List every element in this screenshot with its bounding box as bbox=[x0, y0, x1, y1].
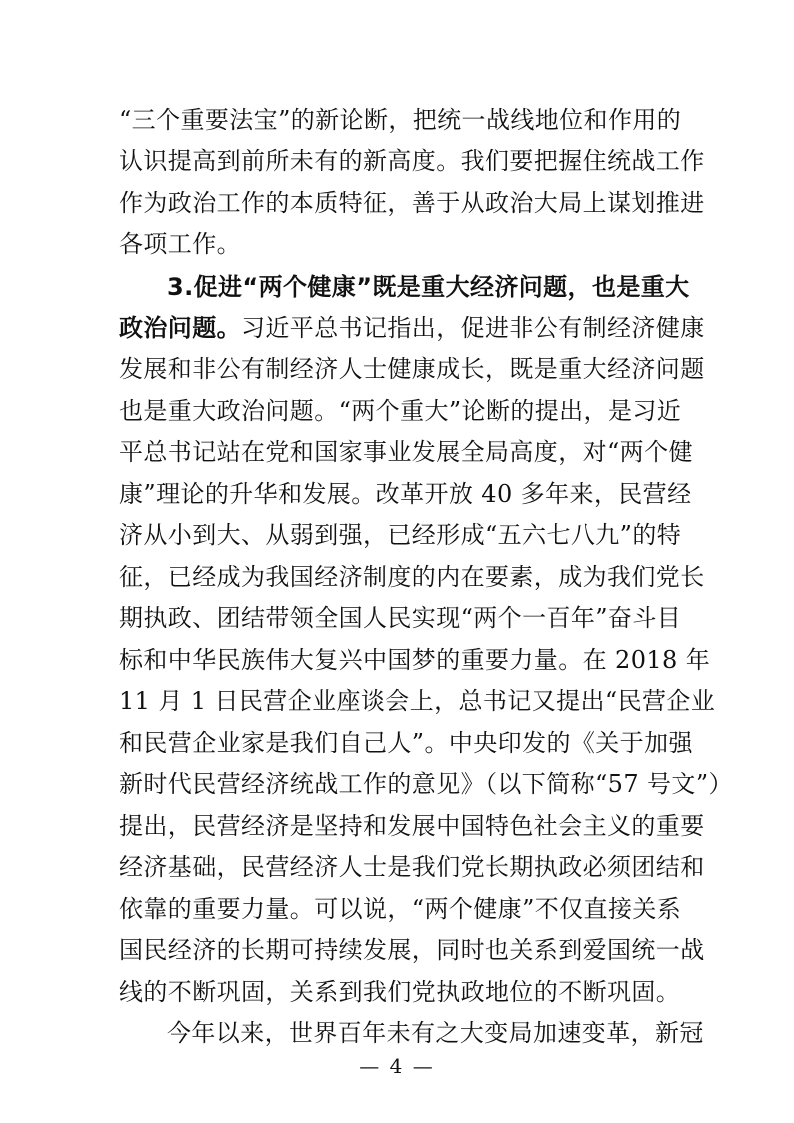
text-line-18: 提出，民营经济是坚持和发展中国特色社会主义的重要 bbox=[119, 812, 705, 840]
text-line-22: 线的不断巩固，关系到我们党执政地位的不断巩固。 bbox=[119, 978, 681, 1006]
text-line-4: 各项工作。 bbox=[119, 230, 241, 258]
text-line-16: 和民营企业家是我们自己人”。中央印发的《关于加强 bbox=[119, 729, 693, 757]
text-line-2: 认识提高到前所未有的新高度。我们要把握住统战工作 bbox=[119, 147, 705, 175]
text-line-1: “三个重要法宝”的新论断，把统一战线地位和作用的 bbox=[119, 106, 682, 134]
text-line-11: 济从小到大、从弱到强，已经形成“五六七八九”的特 bbox=[119, 521, 682, 549]
text-line-19: 经济基础，民营经济人士是我们党长期执政必须团结和 bbox=[119, 853, 705, 881]
section-heading: 3.促进“两个健康”既是重大经济问题，也是重大 bbox=[167, 273, 690, 301]
text-line-6: 政治问题。习近平总书记指出，促进非公有制经济健康 bbox=[119, 314, 705, 342]
text-line-20: 依靠的重要力量。可以说，“两个健康”不仅直接关系 bbox=[119, 895, 682, 923]
text-line-17: 新时代民营经济统战工作的意见》（以下简称“57 号文”） bbox=[119, 770, 733, 798]
text-line-15: 11 月 1 日民营企业座谈会上，总书记又提出“民营企业 bbox=[119, 687, 716, 715]
page-number: — 4 — bbox=[359, 1054, 435, 1078]
text-line-8: 也是重大政治问题。“两个重大”论断的提出，是习近 bbox=[119, 397, 682, 425]
text-line-3: 作为政治工作的本质特征，善于从政治大局上谋划推进 bbox=[119, 189, 705, 217]
text-line-12: 征，已经成为我国经济制度的内在要素，成为我们党长 bbox=[119, 563, 705, 591]
text-line-10: 康”理论的升华和发展。改革开放 40 多年来，民营经 bbox=[119, 480, 692, 508]
text-line-9: 平总书记站在党和国家事业发展全局高度，对“两个健 bbox=[119, 438, 693, 466]
text-line-13: 期执政、团结带领全国人民实现“两个一百年”奋斗目 bbox=[119, 604, 682, 632]
section-heading-line bbox=[167, 270, 690, 304]
text-line-21: 国民经济的长期可持续发展，同时也关系到爱国统一战 bbox=[119, 936, 705, 964]
text-line-23: 今年以来，世界百年未有之大变局加速变革，新冠 bbox=[167, 1019, 704, 1047]
text-line-14: 标和中华民族伟大复兴中国梦的重要力量。在 2018 年 bbox=[119, 646, 711, 674]
section-heading-continued: 政治问题。 bbox=[119, 314, 241, 342]
text-line-7: 发展和非公有制经济人士健康成长，既是重大经济问题 bbox=[119, 355, 705, 383]
